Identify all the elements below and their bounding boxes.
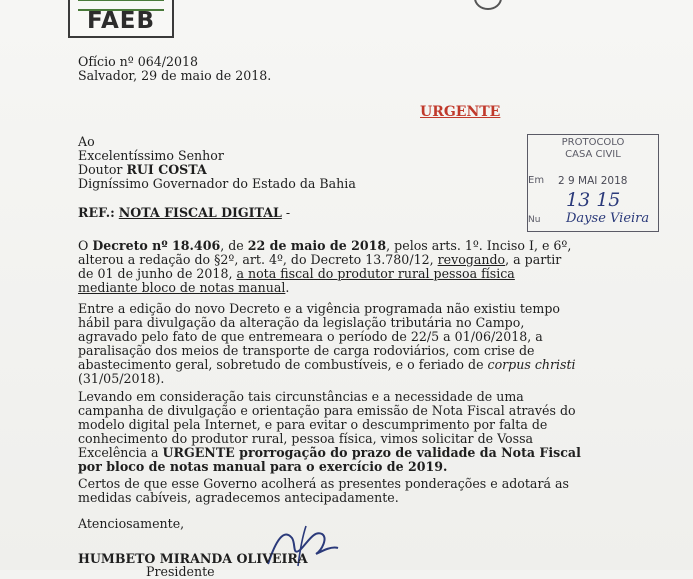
paragraph-1-line-2: alterou a redação do §2º, art. 4º, do Decreto 13.780/12, revogando, a partir <box>78 252 562 267</box>
stamp-title <box>528 137 658 161</box>
addressee-line-4: Digníssimo Governador do Estado da Bahia <box>78 176 356 191</box>
stamp-title-line-1: PROTOCOLO <box>561 137 625 148</box>
addressee-title: Doutor <box>78 162 127 177</box>
reference-line <box>78 205 290 220</box>
paragraph-3-line-2: campanha de divulgação e orientação para emissão de Nota Fiscal através do <box>78 403 576 418</box>
urgent-heading: URGENTE <box>420 104 501 120</box>
oficio-number: Ofício nº 064/2018 <box>78 54 199 69</box>
stamp-date-value: 2 9 MAI 2018 <box>558 175 628 187</box>
stamp-date-prefix: Em <box>528 175 545 186</box>
reference-suffix: - <box>281 205 291 220</box>
paragraph-1-line-3: de 01 de junho de 2018, a nota fiscal do produtor rural pessoa física <box>78 266 515 281</box>
decree-date: 22 de maio de 2018 <box>247 238 387 253</box>
paragraph-4-line-2: medidas cabíveis, agradecemos antecipadamente. <box>78 490 399 505</box>
addressee-line-1: Ao <box>78 134 95 149</box>
reference-subject: NOTA FISCAL DIGITAL <box>118 205 282 220</box>
paragraph-2-line-3: agravado pelo fato de que entremeara o período de 22/5 a 01/06/2018, a <box>78 329 543 344</box>
logo-text: FAEB <box>86 8 156 34</box>
stamp-number-prefix: Nu <box>528 215 541 225</box>
addressee-line-2: Excelentíssimo Senhor <box>78 148 224 163</box>
paragraph-2-line-6: (31/05/2018). <box>78 371 165 386</box>
paragraph-4-line-1: Certos de que esse Governo acolherá as presentes ponderações e adotará as <box>78 476 569 491</box>
reference-label: REF.: <box>78 205 115 220</box>
closing-salutation: Atenciosamente, <box>78 516 185 531</box>
paragraph-1-line-1: O Decreto nº 18.406, de 22 de maio de 2018, pelos arts. 1º. Inciso I, e 6º, <box>78 238 572 253</box>
paragraph-3-line-6: por bloco de notas manual para o exercício de 2019. <box>78 459 448 474</box>
paragraph-3-line-3: modelo digital pela Internet, e para evitar o descumprimento por falta de <box>78 417 548 432</box>
stamp-title-line-2: CASA CIVIL <box>565 149 621 160</box>
paragraph-3-line-5: Excelência a URGENTE prorrogação do prazo de validade da Nota Fiscal <box>78 445 581 460</box>
paragraph-2-line-1: Entre a edição do novo Decreto e a vigência programada não existiu tempo <box>78 301 560 316</box>
faeb-logo <box>68 0 174 38</box>
bleed-through-text <box>300 10 600 49</box>
paragraph-2-line-2: hábil para divulgação da alteração da legislação tributária no Campo, <box>78 315 525 330</box>
stamp-handwritten-signature: Dayse Vieira <box>566 211 650 226</box>
paragraph-2-line-5: abastecimento geral, sobretudo de combustíveis, e o feriado de corpus christi <box>78 357 576 372</box>
paragraph-2-line-4: paralisação dos meios de transporte de carga rodoviários, com crise de <box>78 343 535 358</box>
paragraph-1-line-4: mediante bloco de notas manual. <box>78 280 290 295</box>
paragraph-3-line-4: conhecimento do produtor rural, pessoa física, vimos solicitar de Vossa <box>78 431 534 446</box>
seal-icon <box>474 0 502 10</box>
addressee-name: RUI COSTA <box>126 162 207 177</box>
signer-title: Presidente <box>146 564 215 579</box>
paragraph-3-line-1: Levando em consideração tais circunstâncias e a necessidade de uma <box>78 389 524 404</box>
signer-name: HUMBETO MIRANDA OLIVEIRA <box>78 551 308 566</box>
addressee-line-3 <box>78 162 207 177</box>
stamp-handwritten-time: 13 15 <box>566 189 621 211</box>
place-date: Salvador, 29 de maio de 2018. <box>78 68 272 83</box>
decree-number: Decreto nº 18.406 <box>92 238 221 253</box>
